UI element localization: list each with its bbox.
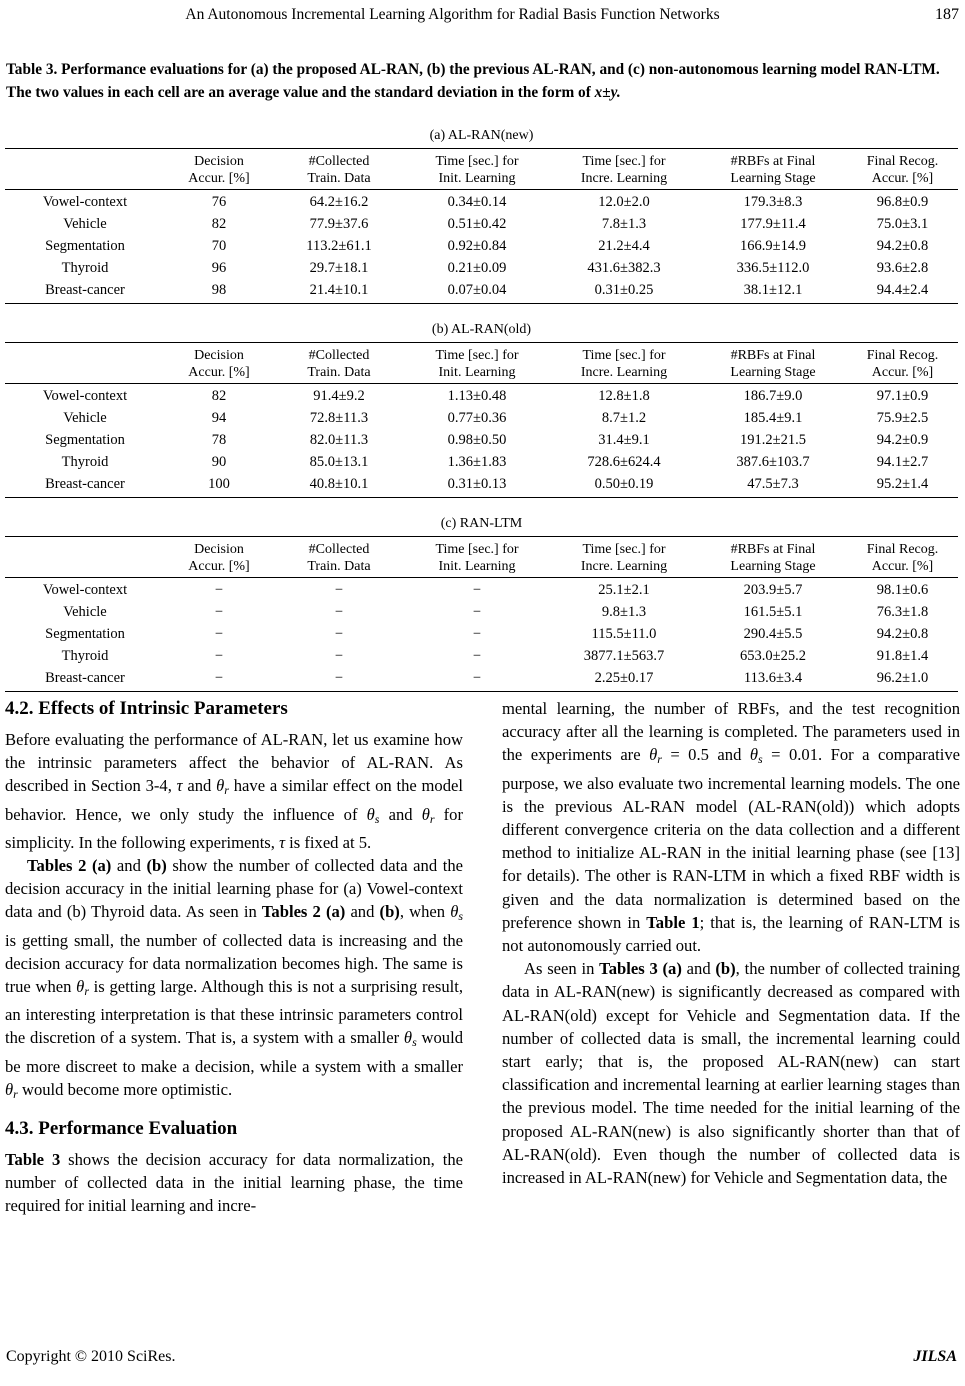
cell-0: − — [165, 668, 273, 692]
cell-4: 185.4±9.1 — [743, 410, 803, 426]
cell-1: − — [334, 582, 344, 598]
cell-5: 96.2±1.0 — [847, 668, 958, 692]
cell-3: 31.4±9.1 — [598, 432, 650, 448]
performance-table — [5, 536, 958, 692]
column-header-2 — [273, 343, 405, 384]
column-header-4 — [549, 343, 699, 384]
row-label: Segmentation — [45, 432, 125, 448]
performance-table — [5, 148, 958, 304]
cell-0: − — [214, 626, 224, 642]
column-header-line2: Learning Stage — [730, 559, 816, 574]
cell-2: 0.98±0.50 — [447, 432, 507, 448]
paragraph-parameters: mental learning, the number of RBFs, and the test recognition accuracy after all the learning is completed. The parameters used in the experiments are $\theta_r = 0.5$ and $\theta_s = 0.01$. For a comparative purpose, we also evaluate two incremental learning models. The one is the previous AL-RAN model (AL-RAN(old)) which adopts different convergence criteria on the data collection and a different method to initialize AL-RAN in the initial learning phase (see [13] for details). The other is RAN-LTM in which a fixed RBF width is given and the data normalization is determined based on the preference shown in Table 1; that is, the learning of RAN-LTM is not autonomously carried out. — [502, 699, 960, 956]
page-footer — [0, 1346, 965, 1370]
journal-abbreviation: JILSA — [913, 1348, 957, 1365]
cell-5: 94.2±0.9 — [876, 432, 929, 448]
cell-5: 94.1±2.7 — [876, 454, 929, 470]
table-row — [5, 624, 958, 646]
cell-4: 161.5±5.1 — [743, 604, 803, 620]
table-row — [5, 190, 958, 214]
paragraph-tables2-discussion: Tables 2 (a) and (b) show the number of collected data and the decision accuracy in the initial learning phase for (a) Vowel-context data and (b) Thyroid data. As seen in Tables 2 (a) and (b), when $\theta_s$ is getting small, the number of collected data is increasing and the decision accuracy for data normalization becomes high. The same is true when $\theta_r$ is getting large. Although this is not a surprising result, an interesting interpretation is that these intrinsic parameters control the discretion of a system. That is, a system with a smaller $\theta_s$ would be more discreet to make a decision, while a system with a smaller $\theta_r$ would become more optimistic. — [5, 855, 463, 1101]
column-header-line1 — [7, 347, 163, 364]
column-header-line1: #RBFs at Final — [730, 154, 816, 169]
column-header-line1: #Collected — [308, 154, 370, 169]
column-header-line2: Train. Data — [307, 365, 371, 380]
cell-0: 82 — [211, 388, 227, 404]
column-header-line1: Time [sec.] for — [582, 154, 666, 169]
cell-2: − — [472, 648, 482, 664]
cell-3: 3877.1±563.7 — [583, 648, 665, 664]
row-label: Segmentation — [45, 238, 125, 254]
cell-0: 70 — [211, 238, 227, 254]
cell-2: 0.51±0.42 — [447, 216, 507, 232]
cell-4: 290.4±5.5 — [743, 626, 803, 642]
column-header-line1: Time [sec.] for — [435, 348, 519, 363]
row-label: Thyroid — [61, 454, 109, 470]
column-header-line1: #Collected — [308, 348, 370, 363]
cell-0: 96 — [211, 260, 227, 276]
table-row — [5, 280, 958, 304]
column-header-1 — [165, 343, 273, 384]
column-header-line2: Accur. [%] — [188, 559, 250, 574]
performance-table — [5, 342, 958, 498]
column-header-3 — [405, 537, 549, 578]
column-header-line1: Time [sec.] for — [582, 348, 666, 363]
cell-0: 94 — [211, 410, 227, 426]
cell-2: − — [472, 582, 482, 598]
cell-3: 12.0±2.0 — [598, 194, 650, 210]
column-header-line1 — [7, 153, 163, 170]
cell-5: 75.0±3.1 — [876, 216, 929, 232]
tables-block — [5, 126, 958, 708]
cell-5: 75.9±2.5 — [876, 410, 929, 426]
column-header-line2: Accur. [%] — [871, 365, 934, 380]
table-subtitle: (a) AL-RAN(new) — [429, 128, 534, 143]
cell-0: 100 — [165, 474, 273, 498]
cell-4: 38.1±12.1 — [699, 280, 847, 304]
cell-4: 203.9±5.7 — [743, 582, 803, 598]
column-header-line1: Final Recog. — [866, 348, 939, 363]
cell-4: 179.3±8.3 — [743, 194, 803, 210]
cell-2: − — [472, 626, 482, 642]
cell-2: 0.34±0.14 — [447, 194, 507, 210]
body-columns — [5, 697, 960, 1297]
cell-3: 25.1±2.1 — [598, 582, 650, 598]
cell-1: − — [334, 626, 344, 642]
cell-2: − — [405, 668, 549, 692]
column-header-line1: #RBFs at Final — [730, 348, 816, 363]
page-number: 187 — [935, 6, 959, 23]
cell-5: 98.1±0.6 — [876, 582, 929, 598]
column-header-line1: Time [sec.] for — [435, 154, 519, 169]
table-caption-formula: x±y. — [594, 84, 621, 101]
column-header-6 — [847, 149, 958, 190]
column-header-line2: Init. Learning — [438, 365, 516, 380]
cell-2: 0.21±0.09 — [447, 260, 507, 276]
cell-1: 29.7±18.1 — [309, 260, 369, 276]
cell-2: 0.92±0.84 — [447, 238, 507, 254]
left-column — [5, 697, 463, 1218]
cell-0: − — [214, 582, 224, 598]
column-header-line1: Time [sec.] for — [582, 542, 666, 557]
cell-5: 96.8±0.9 — [876, 194, 929, 210]
table-caption — [6, 58, 959, 104]
cell-1: 72.8±11.3 — [309, 410, 369, 426]
column-header-1 — [165, 149, 273, 190]
cell-1: 85.0±13.1 — [309, 454, 369, 470]
column-header-line2: Train. Data — [307, 559, 371, 574]
cell-3: 0.31±0.25 — [549, 280, 699, 304]
table-row — [5, 646, 958, 668]
table-subtitle: (c) RAN-LTM — [440, 516, 523, 531]
column-header-0 — [5, 343, 165, 384]
cell-1: − — [273, 668, 405, 692]
column-header-line2: Accur. [%] — [188, 171, 250, 186]
cell-1: − — [334, 648, 344, 664]
cell-3: 728.6±624.4 — [587, 454, 661, 470]
table-row — [5, 578, 958, 602]
cell-1: 64.2±16.2 — [309, 194, 369, 210]
row-label: Breast-cancer — [5, 280, 165, 304]
cell-4: 387.6±103.7 — [736, 454, 810, 470]
column-header-5 — [699, 343, 847, 384]
cell-1: 113.2±61.1 — [306, 238, 372, 254]
column-header-line2: Incre. Learning — [580, 171, 668, 186]
row-label: Breast-cancer — [5, 474, 165, 498]
cell-2: 1.13±0.48 — [447, 388, 507, 404]
column-header-line1: Decision — [194, 542, 244, 557]
cell-5: 95.2±1.4 — [847, 474, 958, 498]
perf-table-c — [5, 514, 958, 692]
cell-1: 91.4±9.2 — [313, 388, 365, 404]
column-header-line2: Accur. [%] — [871, 171, 934, 186]
cell-3: 7.8±1.3 — [601, 216, 647, 232]
column-header-6 — [847, 537, 958, 578]
column-header-0 — [5, 537, 165, 578]
section-heading-4-3: 4.3. Performance Evaluation — [5, 1117, 238, 1139]
cell-2: 0.77±0.36 — [447, 410, 507, 426]
column-header-line2: Learning Stage — [730, 171, 816, 186]
cell-4: 191.2±21.5 — [740, 432, 806, 448]
row-label: Thyroid — [61, 260, 109, 276]
cell-3: 2.25±0.17 — [549, 668, 699, 692]
cell-0: 82 — [211, 216, 227, 232]
column-header-3 — [405, 343, 549, 384]
perf-table-a — [5, 126, 958, 304]
column-header-line1: Final Recog. — [866, 154, 939, 169]
cell-3: 9.8±1.3 — [601, 604, 647, 620]
cell-3: 8.7±1.2 — [601, 410, 647, 426]
cell-1: 77.9±37.6 — [309, 216, 369, 232]
cell-3: 0.50±0.19 — [549, 474, 699, 498]
cell-2: 1.36±1.83 — [447, 454, 507, 470]
row-label: Segmentation — [45, 626, 125, 642]
column-header-line2: Incre. Learning — [580, 365, 668, 380]
cell-4: 653.0±25.2 — [740, 648, 806, 664]
cell-2: − — [472, 604, 482, 620]
table-subtitle: (b) AL-RAN(old) — [431, 322, 532, 337]
row-label: Vowel-context — [42, 194, 128, 210]
column-header-3 — [405, 149, 549, 190]
column-header-4 — [549, 149, 699, 190]
row-label: Vehicle — [63, 410, 107, 426]
row-label: Vehicle — [63, 216, 107, 232]
table-row — [5, 214, 958, 236]
paragraph-table3-intro: Table 3 shows the decision accuracy for data normalization, the number of collected data in the initial learning phase, the time required for initial learning and incre- — [5, 1149, 463, 1216]
row-label: Vehicle — [63, 604, 107, 620]
cell-0: 76 — [211, 194, 227, 210]
cell-5: 91.8±1.4 — [876, 648, 929, 664]
cell-4: 336.5±112.0 — [736, 260, 810, 276]
cell-4: 166.9±14.9 — [740, 238, 806, 254]
cell-5: 76.3±1.8 — [876, 604, 929, 620]
column-header-2 — [273, 149, 405, 190]
cell-4: 177.9±11.4 — [740, 216, 806, 232]
running-head-title: An Autonomous Incremental Learning Algorithm for Radial Basis Function Networks — [185, 6, 720, 23]
table-header-row — [5, 537, 958, 578]
row-label: Breast-cancer — [5, 668, 165, 692]
cell-1: 21.4±10.1 — [273, 280, 405, 304]
copyright-notice: Copyright © 2010 SciRes. — [6, 1348, 176, 1365]
table-row — [5, 408, 958, 430]
row-label: Vowel-context — [42, 388, 128, 404]
column-header-line2 — [7, 170, 163, 187]
cell-2: 0.31±0.13 — [405, 474, 549, 498]
column-header-line2: Train. Data — [307, 171, 371, 186]
cell-5: 97.1±0.9 — [876, 388, 929, 404]
column-header-4 — [549, 537, 699, 578]
column-header-line2 — [7, 558, 163, 575]
cell-5: 94.4±2.4 — [847, 280, 958, 304]
column-header-line1: #Collected — [308, 542, 370, 557]
column-header-line1: #RBFs at Final — [730, 542, 816, 557]
column-header-line1: Final Recog. — [866, 542, 939, 557]
cell-3: 115.5±11.0 — [591, 626, 657, 642]
column-header-5 — [699, 149, 847, 190]
cell-0: − — [214, 604, 224, 620]
column-header-line1: Decision — [194, 348, 244, 363]
column-header-line2: Init. Learning — [438, 171, 516, 186]
table-row — [5, 236, 958, 258]
table-header-row — [5, 343, 958, 384]
table-row — [5, 384, 958, 408]
table-row — [5, 258, 958, 280]
cell-4: 113.6±3.4 — [699, 668, 847, 692]
cell-5: 94.2±0.8 — [876, 238, 929, 254]
cell-1: 82.0±11.3 — [309, 432, 369, 448]
cell-0: 90 — [211, 454, 227, 470]
table-row — [5, 452, 958, 474]
table-row — [5, 668, 958, 692]
column-header-line2: Accur. [%] — [188, 365, 250, 380]
column-header-line2 — [7, 364, 163, 381]
column-header-line2: Learning Stage — [730, 365, 816, 380]
column-header-5 — [699, 537, 847, 578]
cell-3: 12.8±1.8 — [598, 388, 650, 404]
row-label: Vowel-context — [42, 582, 128, 598]
row-label: Thyroid — [61, 648, 109, 664]
column-header-0 — [5, 149, 165, 190]
right-column — [502, 697, 960, 1189]
column-header-6 — [847, 343, 958, 384]
cell-0: 78 — [211, 432, 227, 448]
column-header-line2: Init. Learning — [438, 559, 516, 574]
cell-4: 47.5±7.3 — [699, 474, 847, 498]
cell-3: 431.6±382.3 — [587, 260, 661, 276]
perf-table-b — [5, 320, 958, 498]
cell-0: 98 — [165, 280, 273, 304]
column-header-line1: Time [sec.] for — [435, 542, 519, 557]
table-caption-text: Table 3. Performance evaluations for (a) the proposed AL-RAN, (b) the previous AL-RAN, and (c) non-autonomous learning model RAN-LTM. The two values in each cell are an average value and the standard deviation in the form of — [6, 61, 940, 101]
cell-0: − — [214, 648, 224, 664]
table-row — [5, 474, 958, 498]
paragraph-results-discussion: As seen in Tables 3 (a) and (b), the number of collected training data in AL-RAN(new) is significantly decreased as compared with AL-RAN(old) except for Vehicle and Segmentation data. If the number of collected data is small, the incremental learning could start early; that is, the proposed AL-RAN(new) can start classification and incremental learning at earlier learning stages than the previous model. The time needed for the initial learning of the proposed AL-RAN(new) is also significantly shorter than that of AL-RAN(old). Even though the number of collected data is increased in AL-RAN(new) for Vehicle and Segmentation data, the — [502, 959, 960, 1188]
section-heading-4-2: 4.2. Effects of Intrinsic Parameters — [5, 698, 288, 719]
running-head — [0, 5, 965, 27]
table-header-row — [5, 149, 958, 190]
paragraph-intrinsic-intro: Before evaluating the performance of AL-RAN, let us examine how the intrinsic parameters affect the behavior of AL-RAN. As described in Section 3-4, τ and $\theta_r$ have a similar effect on the model behavior. Hence, we only study the influence of $\theta_s$ and $\theta_r$ for simplicity. In the following experiments, τ is fixed at 5. — [5, 730, 464, 852]
column-header-line2: Accur. [%] — [871, 559, 934, 574]
table-row — [5, 602, 958, 624]
column-header-2 — [273, 537, 405, 578]
column-header-1 — [165, 537, 273, 578]
cell-1: 40.8±10.1 — [273, 474, 405, 498]
cell-5: 93.6±2.8 — [876, 260, 929, 276]
table-row — [5, 430, 958, 452]
column-header-line2: Incre. Learning — [580, 559, 668, 574]
column-header-line1 — [7, 541, 163, 558]
cell-3: 21.2±4.4 — [598, 238, 650, 254]
cell-2: 0.07±0.04 — [405, 280, 549, 304]
column-header-line1: Decision — [194, 154, 244, 169]
cell-5: 94.2±0.8 — [876, 626, 929, 642]
cell-1: − — [334, 604, 344, 620]
cell-4: 186.7±9.0 — [743, 388, 803, 404]
